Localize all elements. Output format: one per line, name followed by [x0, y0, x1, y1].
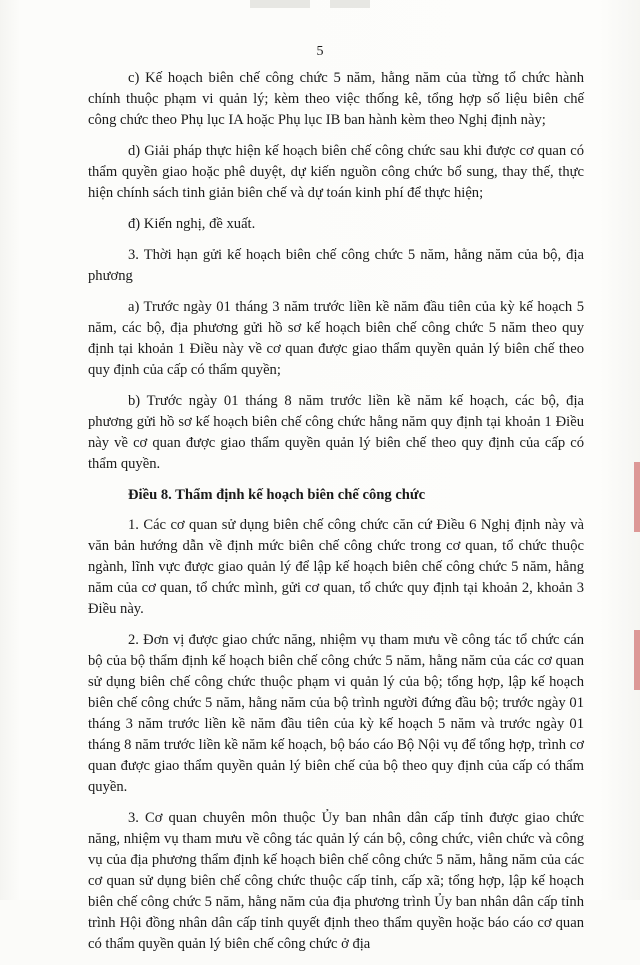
scan-artifact [250, 0, 310, 8]
document-body [88, 68, 584, 965]
paragraph: 2. Đơn vị được giao chức năng, nhiệm vụ tham mưu về công tác tổ chức cán bộ của bộ thẩm định kế hoạch biên chế công chức 5 năm, hằng năm của các cơ quan sử dụng biên chế công chức thuộc phạm vi quản lý của bộ; tổng hợp, lập kế hoạch biên chế công chức 5 năm, hằng năm của bộ trình người đứng đầu bộ; trước ngày 01 tháng 3 năm trước liền kề năm đầu tiên của kỳ kế hoạch 5 năm và trước ngày 01 tháng 8 năm trước liền kề năm kế hoạch, bộ báo cáo Bộ Nội vụ để tổng hợp, trình cơ quan được giao thẩm quyền quản lý biên chế của bộ theo quy định của cấp có thẩm quyền. [88, 632, 584, 795]
paragraph: đ) Kiến nghị, đề xuất. [128, 216, 256, 232]
red-edge-mark [634, 630, 640, 690]
paragraph: 3. Cơ quan chuyên môn thuộc Ủy ban nhân dân cấp tỉnh được giao chức năng, nhiệm vụ tham mưu về công tác quản lý cán bộ, công chức, viên chức và công vụ của địa phương thẩm định kế hoạch biên chế công chức 5 năm, hằng năm của các cơ quan sử dụng biên chế công chức thuộc cấp tỉnh, cấp xã; tổng hợp, lập kế hoạch biên chế công chức 5 năm, hằng năm của địa phương trình Ủy ban nhân dân cấp tỉnh trình Hội đồng nhân dân cấp tỉnh quyết định theo thẩm quyền hoặc báo cáo cơ quan có thẩm quyền quản lý biên chế công chức ở địa [88, 810, 584, 952]
paragraph: c) Kế hoạch biên chế công chức 5 năm, hằng năm của từng tổ chức hành chính thuộc phạm vi quản lý; kèm theo việc thống kê, tổng hợp số liệu biên chế công chức theo Phụ lục IA hoặc Phụ lục IB ban hành kèm theo Nghị định này; [88, 70, 584, 128]
paragraph: 3. Thời hạn gửi kế hoạch biên chế công chức 5 năm, hằng năm của bộ, địa phương [88, 247, 584, 284]
page-number: 5 [316, 44, 324, 59]
paragraph: 1. Các cơ quan sử dụng biên chế công chức căn cứ Điều 6 Nghị định này và văn bản hướng dẫn về định mức biên chế công chức trong cơ quan, tổ chức thuộc ngành, lĩnh vực được giao quản lý để lập kế hoạch biên chế công chức 5 năm, hằng năm của cơ quan, tổ chức mình, gửi cơ quan, tổ chức quy định tại khoản 2, khoản 3 Điều này. [88, 517, 584, 617]
article-heading: Điều 8. Thẩm định kế hoạch biên chế công chức [128, 487, 426, 503]
paragraph: a) Trước ngày 01 tháng 3 năm trước liền kề năm đầu tiên của kỳ kế hoạch 5 năm, các bộ, địa phương gửi hồ sơ kế hoạch biên chế công chức 5 năm theo quy định tại khoản 1 Điều này về cơ quan được giao thẩm quyền quản lý biên chế theo quy định của cấp có thẩm quyền; [88, 299, 584, 378]
scan-artifact [330, 0, 370, 8]
red-edge-mark [634, 462, 640, 532]
paragraph: d) Giải pháp thực hiện kế hoạch biên chế công chức sau khi được cơ quan có thẩm quyền giao hoặc phê duyệt, dự kiến nguồn công chức bổ sung, thay thế, thực hiện chính sách tinh giản biên chế và dự toán kinh phí để thực hiện; [88, 143, 584, 201]
paragraph: b) Trước ngày 01 tháng 8 năm trước liền kề năm kế hoạch, các bộ, địa phương gửi hồ sơ kế hoạch biên chế công chức hằng năm quy định tại khoản 1 Điều này về cơ quan được giao thẩm quyền quản lý biên chế theo quy định của cấp có thẩm quyền. [88, 393, 584, 472]
